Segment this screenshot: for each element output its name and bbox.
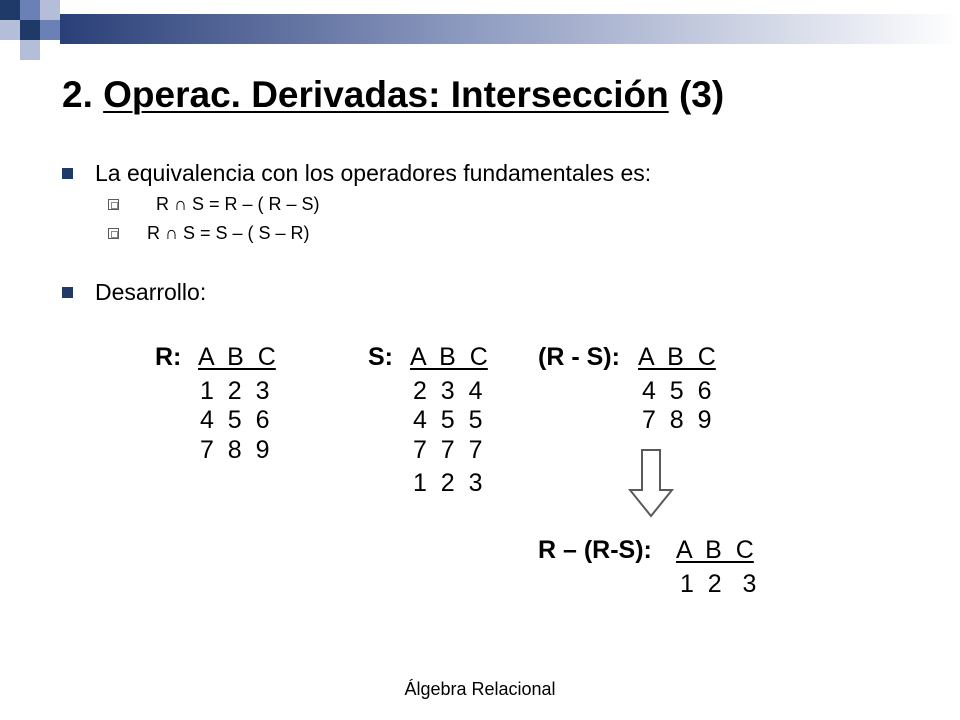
relation-s-row: 1 2 3: [413, 469, 483, 497]
relation-r-row: 1 2 3: [200, 377, 270, 405]
relation-s-row: 2 3 4: [413, 377, 483, 405]
corner-square-light-2: [20, 40, 40, 60]
relation-r-label: R:: [155, 343, 182, 371]
relation-s-row: 7 7 7: [413, 436, 483, 464]
down-arrow-icon: [628, 448, 674, 518]
relation-s-row: 4 5 5: [413, 406, 483, 434]
corner-square-mid-2: [40, 0, 60, 20]
relation-r-minus-s-header: A B C: [638, 343, 716, 371]
header-gradient-bar: [60, 14, 960, 44]
corner-square-dark-1: [0, 0, 20, 20]
result-header: A B C: [676, 536, 754, 564]
title-suffix: (3): [668, 74, 725, 115]
sub-bullet-formula-1: R ∩ S = R – ( R – S): [156, 194, 320, 214]
slide-title: [62, 76, 724, 113]
corner-square-dark-2: [20, 20, 40, 40]
relation-r-minus-s-row: 4 5 6: [642, 377, 712, 405]
relation-r-minus-s-label: (R - S):: [538, 343, 620, 371]
sub-bullet-formula-2: R ∩ S = S – ( S – R): [147, 223, 310, 243]
slide-footer: Álgebra Relacional: [404, 679, 556, 699]
bullet-square-icon: [62, 287, 73, 298]
bullet-square-icon: [62, 168, 73, 179]
title-prefix: 2.: [62, 74, 104, 115]
sub-bullet-icon: [108, 199, 119, 210]
relation-r-row: 7 8 9: [200, 436, 270, 464]
relation-r-header: A B C: [198, 343, 276, 371]
corner-square-light-1: [0, 20, 20, 40]
sub-bullet-icon: [108, 228, 119, 239]
relation-s-label: S:: [368, 343, 393, 371]
corner-square-mid-3: [40, 20, 60, 40]
title-underlined: Operac. Derivadas: Intersección: [103, 74, 669, 115]
bullet-desarrollo: Desarrollo:: [95, 279, 207, 305]
relation-r-row: 4 5 6: [200, 406, 270, 434]
relation-r-minus-s-row: 7 8 9: [642, 406, 712, 434]
result-row: 1 2 3: [680, 570, 757, 598]
corner-square-mid-1: [20, 0, 40, 20]
result-label: R – (R-S):: [538, 536, 652, 564]
relation-s-header: A B C: [410, 343, 488, 371]
bullet-equivalencia: La equivalencia con los operadores fundamentales es:: [95, 160, 652, 186]
